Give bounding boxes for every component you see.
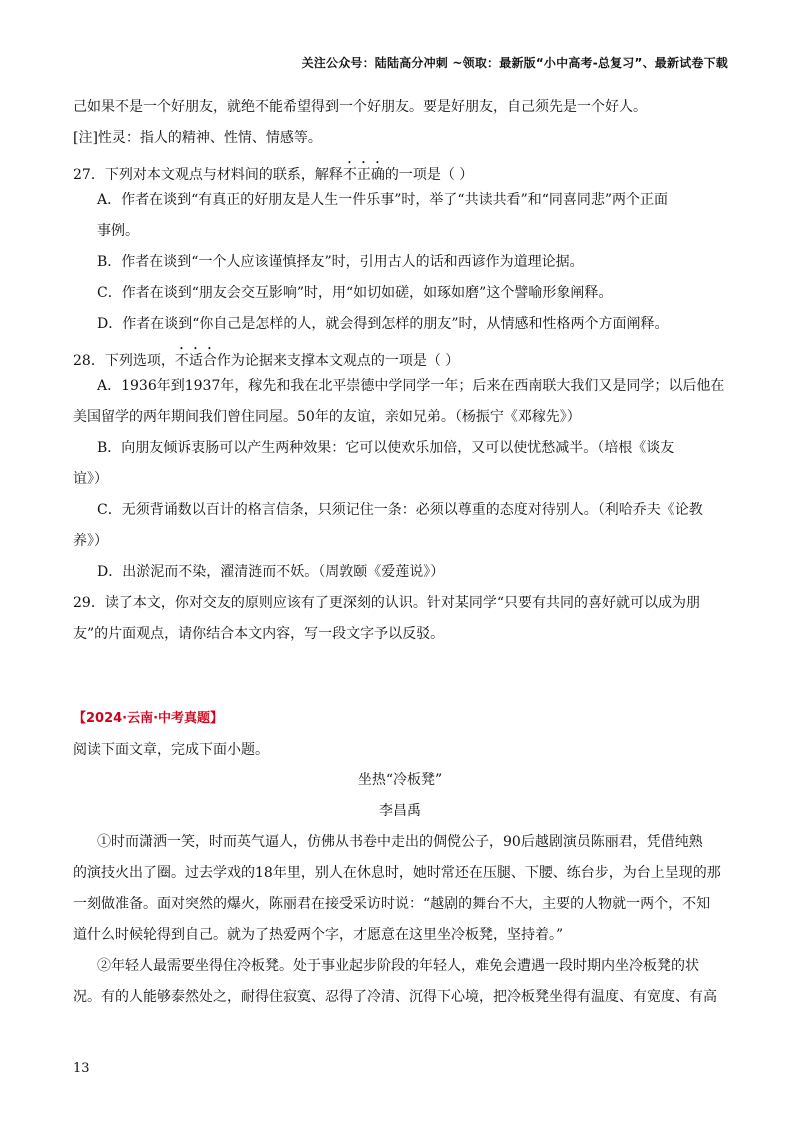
question-29-line1: 29．读了本文，你对交友的原则应该有了更深刻的认识。针对某同学“只要有共同的喜好就可以成为朋: [73, 595, 700, 611]
q27-option-b: B．作者在谈到“一个人应该谨慎择友”时，引用古人的话和西谚作为道理论据。: [97, 254, 584, 270]
article-p2-line2: 况。有的人能够泰然处之，耐得住寂寞、忍得了冷清、沉得下心境，把冷板凳坐得有温度、有宽度、有高: [73, 989, 717, 1005]
source-tag: 【2024·云南·中考真题】: [73, 711, 224, 726]
q27-stem-pre: 27．下列对本文观点与材料间的联系，解释: [73, 167, 343, 183]
q28-option-d: D．出淤泥而不染，濯清涟而不妖。（周敦颐《爱莲说》）: [97, 564, 445, 580]
q28-option-c-line1: C．无须背诵数以百计的格言信条，只须记住一条：必须以尊重的态度对待别人。（利哈乔夫《论教: [97, 502, 703, 518]
q28-emphasis: 不适合: [174, 353, 217, 369]
article-author: 李昌禹: [379, 803, 421, 819]
question-28-stem: [73, 345, 459, 371]
q28-option-b-line2: 谊》）: [73, 471, 108, 487]
article-p1-line1: ①时而潇洒一笑，时而英气逼人，仿佛从书卷中走出的倜傥公子，90后越剧演员陈丽君，凭借纯熟: [97, 834, 703, 850]
annotation-note: [注]性灵：指人的精神、性情、情感等。: [73, 130, 322, 146]
reading-instruction: 阅读下面文章，完成下面小题。: [73, 742, 269, 758]
article-p1-line2: 的演技火出了圈。过去学戏的18年里，别人在休息时，她时常还在压腿、下腰、练台步，为台上呈现的那: [73, 865, 721, 881]
article-p1-line4: 道什么时候轮得到自己。就为了热爱两个字，才愿意在这里坐冷板凳，坚持着。”: [73, 927, 564, 943]
q28-option-c-line2: 养》）: [73, 533, 108, 549]
q28-stem-pre: 28．下列选项，: [73, 353, 175, 369]
page-number: 13: [73, 1061, 90, 1076]
article-p2-line1: ②年轻人最需要坐得住冷板凳。处于事业起步阶段的年轻人，难免会遭遇一段时期内坐冷板凳的状: [97, 958, 699, 974]
q27-option-a-line2: 事例。: [97, 223, 139, 239]
article-title: 坐热“冷板凳”: [357, 772, 443, 788]
q28-stem-post: 作为论据来支撑本文观点的一项是（ ）: [216, 353, 460, 369]
q27-emphasis: 不正确: [342, 167, 385, 183]
q27-option-a-line1: A．作者在谈到“有真正的好朋友是人生一件乐事”时，举了“共读共看”和“同喜同悲”两个正面: [97, 192, 669, 208]
q28-option-b-line1: B．向朋友倾诉衷肠可以产生两种效果：它可以使欢乐加倍，又可以使忧愁减半。（培根《谈友: [97, 440, 675, 456]
intro-tail-text: 己如果不是一个好朋友，就绝不能希望得到一个好朋友。要是好朋友，自己须先是一个好人。: [73, 99, 647, 115]
q27-option-c: C．作者在谈到“朋友会交互影响”时，用“如切如磋，如琢如磨”这个譬喻形象阐释。: [97, 285, 613, 301]
article-p1-line3: 一刻做准备。面对突然的爆火，陈丽君在接受采访时说：“越剧的舞台不大，主要的人物就一两个，不知: [73, 896, 711, 912]
q27-option-d: D．作者在谈到“你自己是怎样的人，就会得到怎样的朋友”时，从情感和性格两个方面阐释。: [97, 316, 669, 332]
page-header: 关注公众号：陆陆高分冲刺 ~领取：最新版“小中高考-总复习”、最新试卷下载: [301, 56, 728, 70]
question-27-stem: [73, 159, 473, 185]
q28-option-a-line2: 美国留学的两年期间我们曾住同屋。50年的友谊，亲如兄弟。（杨振宁《邓稼先》）: [73, 409, 581, 425]
q28-option-a-line1: A．1936年到1937年，稼先和我在北平崇德中学同学一年；后来在西南联大我们又是同学；以后他在: [97, 378, 725, 394]
q27-stem-post: 的一项是（ ）: [384, 167, 474, 183]
question-29-line2: 友”的片面观点，请你结合本文内容，写一段文字予以反驳。: [73, 626, 445, 642]
